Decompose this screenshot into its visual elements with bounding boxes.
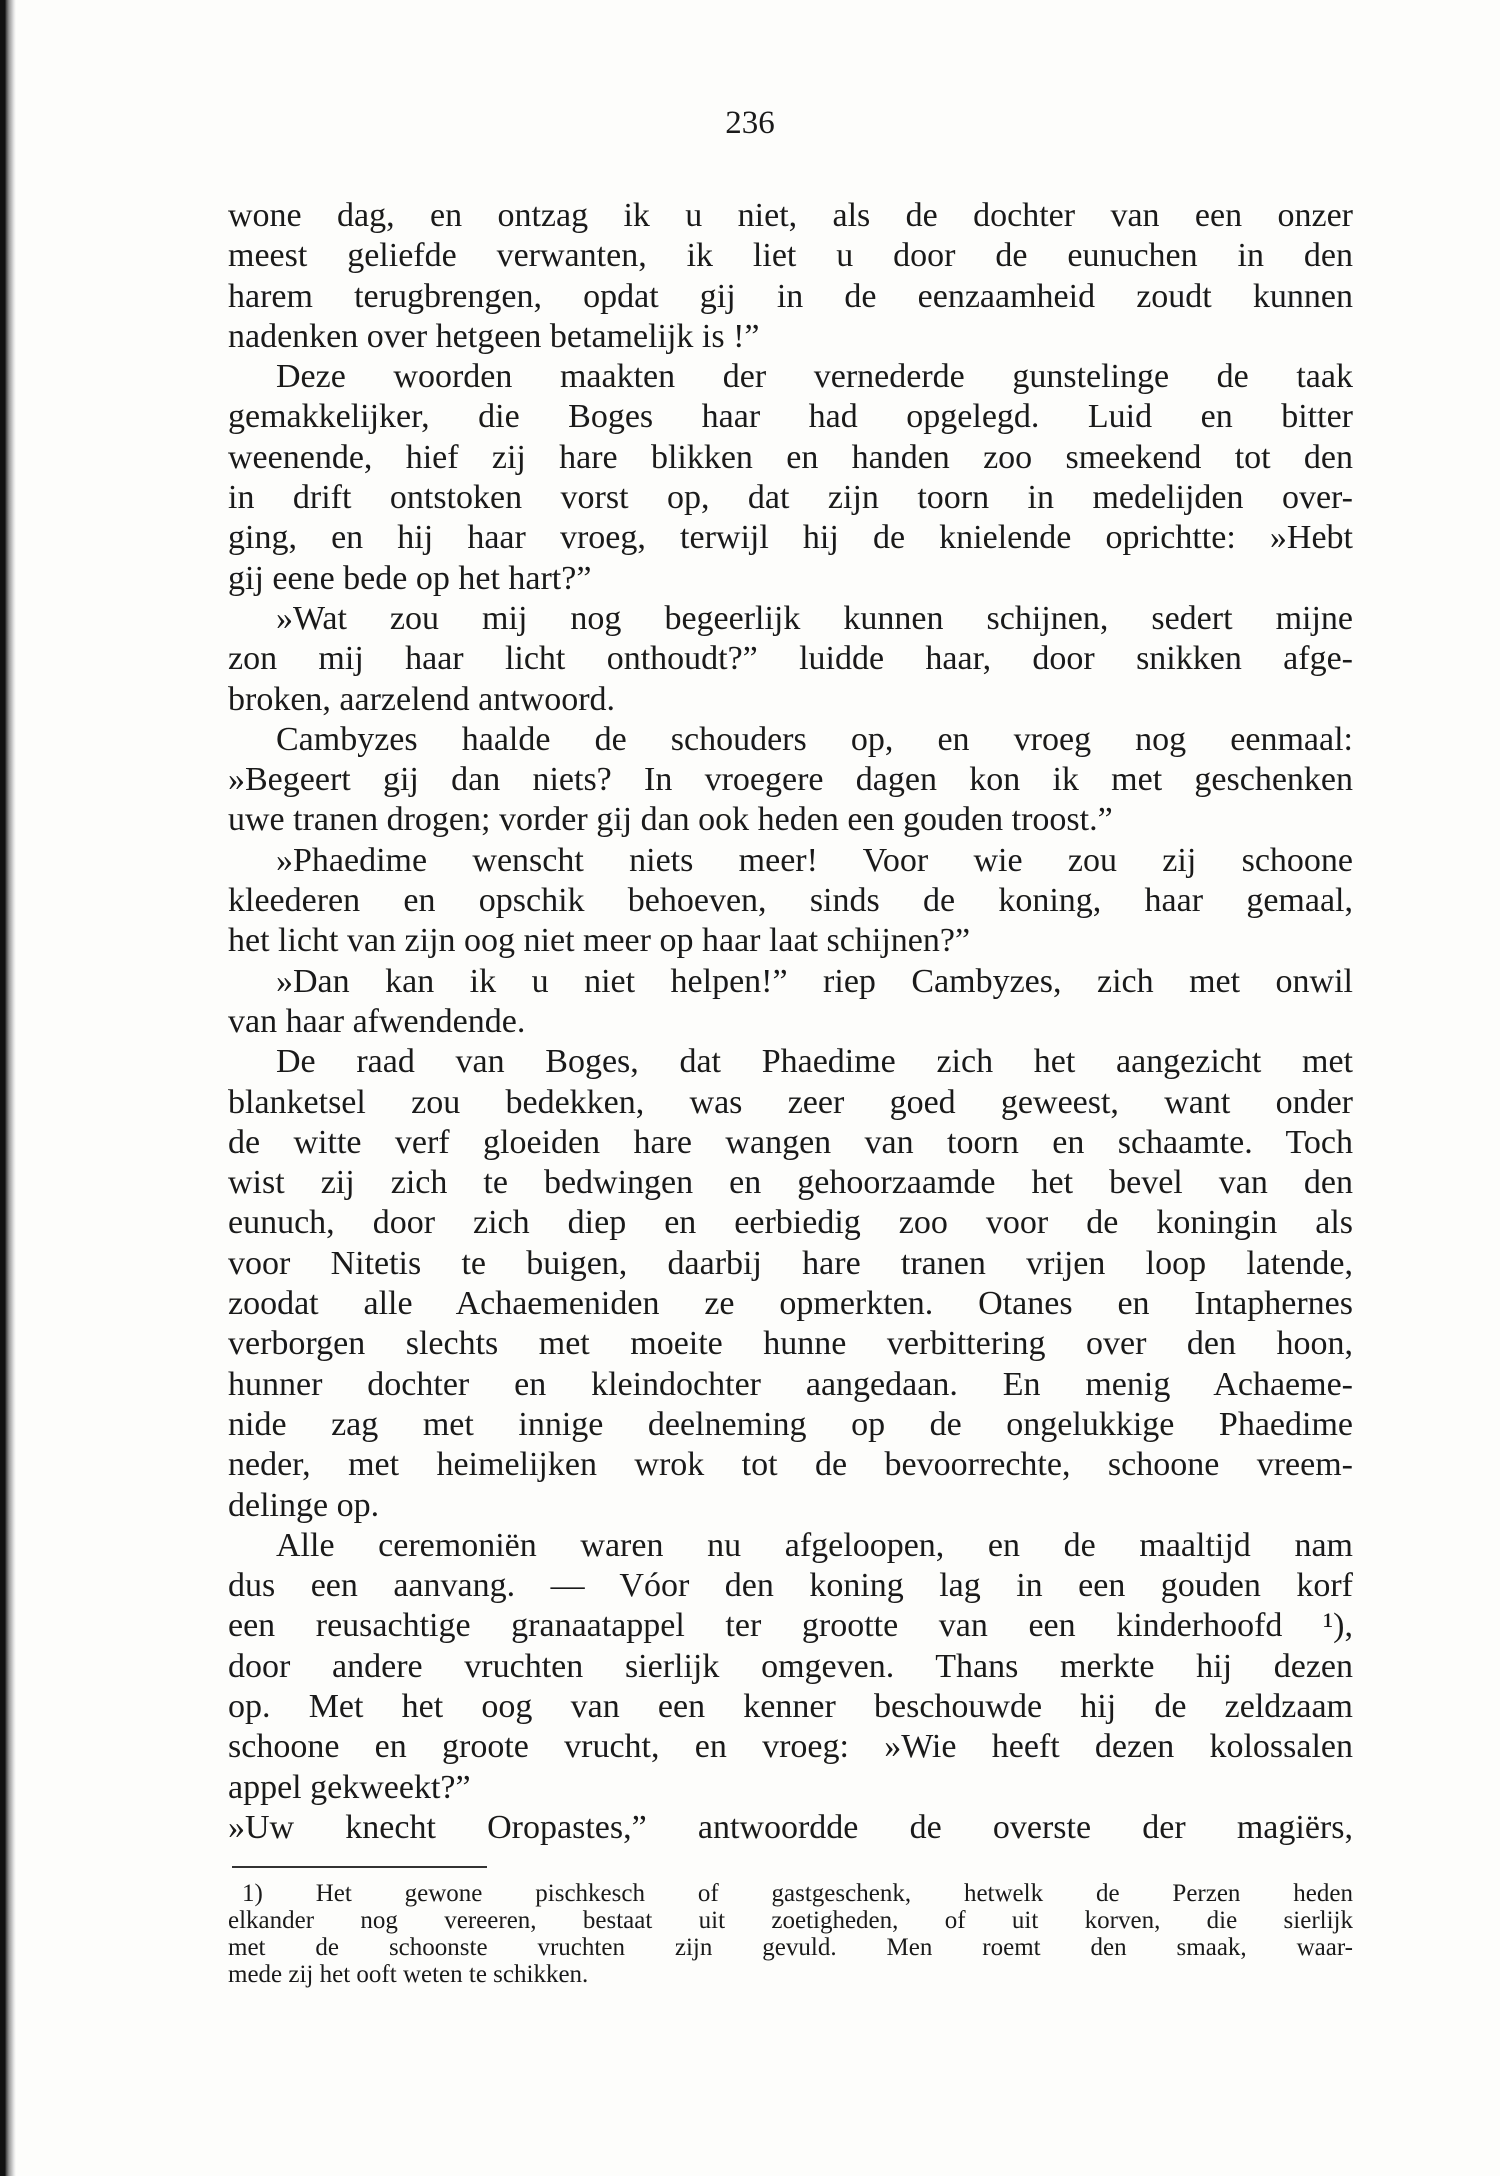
text-line: neder, met heimelijken wrok tot de bevoorrechte, schoone vreem- [228,1446,1353,1484]
footnote [228,1880,1353,1988]
text-line: »Begeert gij dan niets? In vroegere dagen kon ik met geschenken [228,761,1353,799]
text-line: een reusachtige granaatappel ter grootte van een kinderhoofd ¹), [228,1607,1353,1645]
footnote-divider [232,1866,487,1868]
body-text [228,196,1353,1848]
text-line: »Phaedime wenscht niets meer! Voor wie zou zij schoone [276,841,1353,879]
text-line: gij eene bede op het hart?” [228,559,592,597]
text-line: delinge op. [228,1486,380,1524]
text-line: nadenken over hetgeen betamelijk is !” [228,317,760,355]
text-line: gemakkelijker, die Boges haar had opgelegd. Luid en bitter [228,398,1353,436]
text-line: »Wat zou mij nog begeerlijk kunnen schijnen, sedert mijne [276,599,1353,637]
text-line: hunner dochter en kleindochter aangedaan. En menig Achaeme- [228,1365,1353,1403]
text-line: broken, aarzelend antwoord. [228,680,616,718]
text-line: »Uw knecht Oropastes,” antwoordde de overste der magiërs, [228,1808,1353,1846]
text-line: uwe tranen drogen; vorder gij dan ook heden een gouden troost.” [228,801,1113,839]
page-number: 236 [725,105,775,141]
text-line: kleederen en opschik behoeven, sinds de koning, haar gemaal, [228,882,1353,920]
text-line: op. Met het oog van een kenner beschouwde hij de zeldzaam [228,1687,1353,1725]
text-line: eunuch, door zich diep en eerbiedig zoo voor de koningin als [228,1204,1353,1242]
text-line: nide zag met innige deelneming op de ongelukkige Phaedime [228,1405,1353,1443]
text-line: De raad van Boges, dat Phaedime zich het aangezicht met [276,1043,1353,1081]
footnote-line: met de schoonste vruchten zijn gevuld. Men roemt den smaak, waar- [228,1934,1353,1961]
text-line: het licht van zijn oog niet meer op haar laat schijnen?” [228,922,971,960]
text-line: blanketsel zou bedekken, was zeer goed geweest, want onder [228,1083,1353,1121]
text-line: voor Nitetis te buigen, daarbij hare tranen vrijen loop latende, [228,1244,1353,1282]
text-line: de witte verf gloeiden hare wangen van toorn en schaamte. Toch [228,1123,1353,1161]
text-line: wone dag, en ontzag ik u niet, als de dochter van een onzer [228,197,1353,234]
text-line: van haar afwendende. [228,1002,526,1040]
text-line: wist zij zich te bedwingen en gehoorzaamde het bevel van den [228,1164,1353,1202]
text-line: Cambyzes haalde de schouders op, en vroeg nog eenmaal: [276,720,1353,758]
text-line: zon mij haar licht onthoudt?” luidde haar, door snikken afge- [228,640,1353,678]
text-line: door andere vruchten sierlijk omgeven. Thans merkte hij dezen [228,1647,1353,1685]
text-line: Deze woorden maakten der vernederde gunstelinge de taak [276,358,1353,396]
text-line: schoone en groote vrucht, en vroeg: »Wie heeft dezen kolossalen [228,1728,1353,1766]
text-line: ging, en hij haar vroeg, terwijl hij de knielende oprichtte: »Hebt [228,519,1353,557]
binding-edge [0,0,16,2176]
text-line: in drift ontstoken vorst op, dat zijn toorn in medelijden over- [228,479,1353,517]
text-line: »Dan kan ik u niet helpen!” riep Cambyzes, zich met onwil [276,962,1353,1000]
text-line: harem terugbrengen, opdat gij in de eenzaamheid zoudt kunnen [228,277,1353,315]
text-line: dus een aanvang. — Vóor den koning lag in een gouden korf [228,1567,1353,1605]
text-line: weenende, hief zij hare blikken en handen zoo smeekend tot den [228,438,1353,476]
text-line: Alle ceremoniën waren nu afgeloopen, en de maaltijd nam [276,1526,1353,1564]
footnote-line: elkander nog vereeren, bestaat uit zoetigheden, of uit korven, die sierlijk [228,1907,1353,1934]
text-line: meest geliefde verwanten, ik liet u door de eunuchen in den [228,237,1353,275]
footnote-line: mede zij het ooft weten te schikken. [228,1961,589,1988]
text-line: verborgen slechts met moeite hunne verbittering over den hoon, [228,1325,1353,1363]
text-line: zoodat alle Achaemeniden ze opmerkten. Otanes en Intaphernes [228,1285,1353,1323]
text-line: appel gekweekt?” [228,1768,471,1806]
footnote-line: 1) Het gewone pischkesch of gastgeschenk, hetwelk de Perzen heden [242,1880,1353,1907]
